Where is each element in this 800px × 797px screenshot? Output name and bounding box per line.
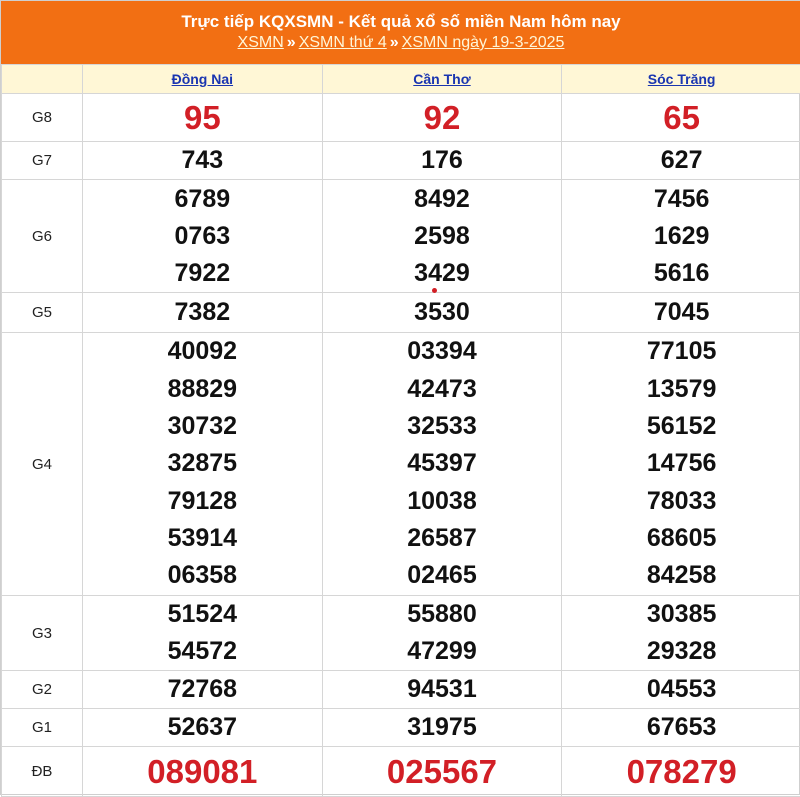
prize-cell [83, 709, 323, 747]
prize-cell [562, 747, 800, 797]
prize-number: 5616 [562, 255, 800, 292]
prize-cell [83, 94, 323, 142]
prize-number: 1629 [562, 218, 800, 255]
prize-number: 53914 [83, 520, 322, 557]
prize-cell [322, 142, 562, 180]
prize-number: 7382 [83, 298, 322, 327]
prize-cell [83, 596, 323, 671]
prize-number: 77105 [562, 333, 800, 370]
prize-label: ĐB [2, 747, 83, 797]
prize-number: 31975 [323, 713, 562, 742]
prize-number: 30385 [562, 596, 800, 633]
prize-number: 04553 [562, 675, 800, 704]
prize-row [2, 709, 800, 747]
prize-number: 8492 [323, 181, 562, 218]
prize-cell [562, 709, 800, 747]
prize-number: 95 [83, 95, 322, 141]
prize-number: 40092 [83, 333, 322, 370]
prize-cell [322, 596, 562, 671]
prize-cell [562, 333, 800, 596]
prize-number: 94531 [323, 675, 562, 704]
province-link-can-tho[interactable]: Cần Thơ [413, 71, 470, 87]
prize-number: 10038 [323, 483, 562, 520]
results-header [1, 1, 800, 64]
prize-number: 089081 [83, 749, 322, 795]
province-header [322, 65, 562, 94]
prize-number: 03394 [323, 333, 562, 370]
prize-number: 06358 [83, 557, 322, 594]
prize-number: 627 [562, 146, 800, 175]
page-title: Trực tiếp KQXSMN - Kết quả xổ số miền Nam hôm nay [1, 11, 800, 33]
prize-number: 45397 [323, 445, 562, 482]
prize-cell [322, 671, 562, 709]
prize-number: 3429 [323, 255, 562, 292]
province-header [562, 65, 800, 94]
province-link-dong-nai[interactable]: Đồng Nai [172, 71, 233, 87]
prize-row [2, 293, 800, 333]
prize-number: 02465 [323, 557, 562, 594]
marker-dot [432, 288, 437, 293]
prize-number: 42473 [323, 371, 562, 408]
prize-number: 84258 [562, 557, 800, 594]
prize-number: 92 [323, 95, 562, 141]
prize-cell [562, 671, 800, 709]
prize-number: 47299 [323, 633, 562, 670]
prize-row [2, 333, 800, 596]
results-table [1, 64, 800, 797]
province-header [83, 65, 323, 94]
prize-cell [322, 94, 562, 142]
prize-number: 14756 [562, 445, 800, 482]
prize-number: 0763 [83, 218, 322, 255]
prize-label: G7 [2, 142, 83, 180]
prize-row [2, 94, 800, 142]
prize-cell [562, 142, 800, 180]
prize-label: G6 [2, 180, 83, 293]
prize-number: 30732 [83, 408, 322, 445]
prize-row [2, 142, 800, 180]
prize-number: 7456 [562, 181, 800, 218]
prize-number: 56152 [562, 408, 800, 445]
prize-number: 65 [562, 95, 800, 141]
breadcrumb-xsmn-link[interactable]: XSMN [238, 34, 284, 51]
prize-number: 26587 [323, 520, 562, 557]
prize-number: 32533 [323, 408, 562, 445]
prize-cell [322, 333, 562, 596]
prize-cell [562, 596, 800, 671]
prize-row [2, 747, 800, 797]
prize-number: 32875 [83, 445, 322, 482]
prize-number: 7922 [83, 255, 322, 292]
prize-number: 7045 [562, 298, 800, 327]
prize-cell [562, 94, 800, 142]
prize-cell [83, 180, 323, 293]
prize-number: 13579 [562, 371, 800, 408]
prize-number: 88829 [83, 371, 322, 408]
prize-cell [322, 747, 562, 797]
prize-number: 29328 [562, 633, 800, 670]
prize-number: 52637 [83, 713, 322, 742]
prize-cell [83, 142, 323, 180]
prize-number: 72768 [83, 675, 322, 704]
prize-number: 078279 [562, 749, 800, 795]
province-header-row [2, 65, 800, 94]
breadcrumb-separator: » [390, 34, 399, 51]
prize-number: 67653 [562, 713, 800, 742]
breadcrumb-xsmn-thu4-link[interactable]: XSMN thứ 4 [299, 34, 387, 51]
prize-label: G3 [2, 596, 83, 671]
prize-number: 025567 [323, 749, 562, 795]
breadcrumb-xsmn-date-link[interactable]: XSMN ngày 19-3-2025 [402, 34, 565, 51]
prize-cell [562, 293, 800, 333]
prize-number: 68605 [562, 520, 800, 557]
prize-row [2, 180, 800, 293]
prize-cell [83, 671, 323, 709]
prize-row [2, 596, 800, 671]
prize-number: 55880 [323, 596, 562, 633]
province-link-soc-trang[interactable]: Sóc Trăng [648, 71, 716, 87]
prize-number: 743 [83, 146, 322, 175]
prize-cell [322, 180, 562, 293]
prize-row [2, 671, 800, 709]
prize-number: 6789 [83, 181, 322, 218]
prize-cell [322, 709, 562, 747]
prize-label: G2 [2, 671, 83, 709]
prize-label: G4 [2, 333, 83, 596]
prize-label: G5 [2, 293, 83, 333]
breadcrumb-separator: » [287, 34, 296, 51]
prize-number: 54572 [83, 633, 322, 670]
prize-number: 51524 [83, 596, 322, 633]
prize-cell [83, 293, 323, 333]
prize-cell [322, 293, 562, 333]
prize-number: 2598 [323, 218, 562, 255]
prize-label-header [2, 65, 83, 94]
prize-cell [562, 180, 800, 293]
prize-number: 176 [323, 146, 562, 175]
breadcrumb [1, 33, 800, 53]
prize-number: 79128 [83, 483, 322, 520]
prize-number: 3530 [323, 298, 562, 327]
prize-number: 78033 [562, 483, 800, 520]
prize-cell [83, 747, 323, 797]
prize-label: G8 [2, 94, 83, 142]
prize-cell [83, 333, 323, 596]
prize-label: G1 [2, 709, 83, 747]
